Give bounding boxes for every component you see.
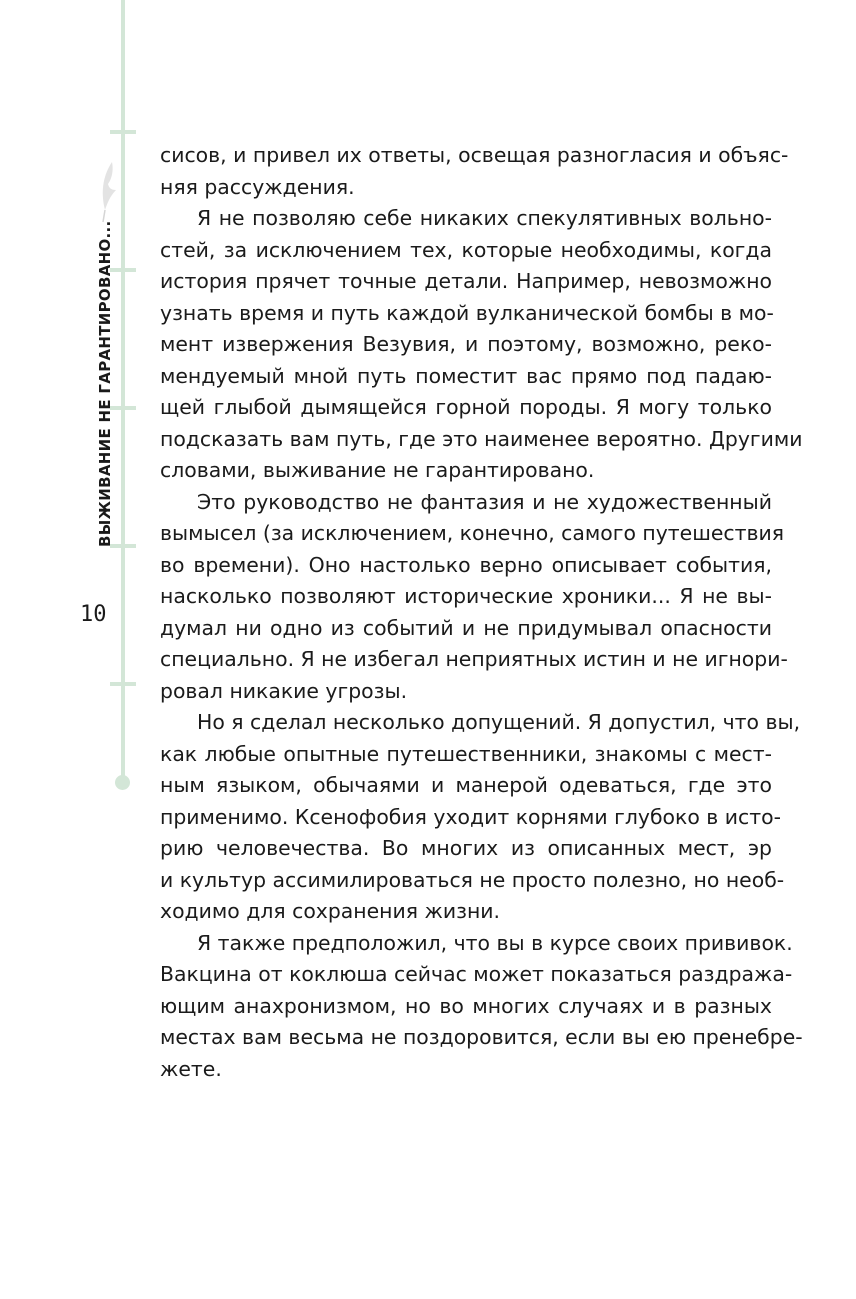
paragraph [160, 140, 789, 203]
timeline-tick [110, 682, 136, 686]
text-line: рию человечества. Во многих из описанных мест, эр [160, 836, 772, 860]
text-line: применимо. Ксенофобия уходит корнями глубоко в исто- [160, 804, 781, 829]
body-text [160, 140, 803, 1085]
text-line: ным языком, обычаями и манерой одеваться, где это [160, 773, 772, 797]
text-line: специально. Я не избегал неприятных истин и не игнори- [160, 647, 788, 671]
text-line: сисов, и привел их ответы, освещая разногласия и объяс- [160, 143, 789, 167]
text-line: Вакцина от коклюша сейчас может показаться раздража- [160, 962, 793, 986]
text-line: узнать время и путь каждой вулканической бомбы в мо- [160, 300, 774, 325]
paragraph [160, 203, 803, 487]
text-line: насколько позволяют исторические хроники... Я не вы- [160, 584, 772, 608]
paragraph [160, 928, 803, 1086]
text-line: Это руководство не фантазия и не художественный [197, 489, 772, 514]
text-line: жете. [160, 1056, 222, 1081]
text-line: Я также предположил, что вы в курсе своих прививок. [197, 930, 793, 955]
text-line: история прячет точные детали. Например, невозможно [160, 269, 772, 293]
timeline-tick [110, 130, 136, 134]
timeline-end-dot [115, 775, 130, 790]
text-line: словами, выживание не гарантировано. [160, 458, 595, 482]
text-line: и культур ассимилироваться не просто полезно, но необ- [160, 867, 785, 892]
text-line: мент извержения Везувия, и поэтому, возможно, реко- [160, 332, 772, 356]
text-line: Но я сделал несколько допущений. Я допустил, что вы, [197, 710, 801, 734]
timeline-line [121, 0, 125, 782]
paragraph [160, 487, 788, 708]
text-line: ющим анахронизмом, но во многих случаях и в разных [160, 993, 772, 1018]
text-line: местах вам весьма не поздоровится, если вы ею пренебре- [160, 1025, 803, 1049]
text-line: подсказать вам путь, где это наименее вероятно. Другими [160, 426, 803, 451]
text-line: вымысел (за исключением, конечно, самого путешествия [160, 521, 785, 545]
text-line: стей, за исключением тех, которые необходимы, когда [160, 237, 772, 262]
text-line: как любые опытные путешественники, знакомы с мест- [160, 741, 772, 766]
text-line: мендуемый мной путь поместит вас прямо под падаю- [160, 363, 772, 388]
text-line: ровал никакие угрозы. [160, 678, 408, 703]
text-line: Я не позволяю себе никаких спекулятивных вольно- [197, 206, 772, 230]
running-head: ВЫЖИВАНИЕ НЕ ГАРАНТИРОВАНО... [96, 220, 114, 547]
text-line: думал ни одно из событий и не придумывал опасности [160, 615, 772, 640]
text-line: во времени). Оно настолько верно описывает события, [160, 552, 772, 577]
text-line: щей глыбой дымящейся горной породы. Я могу только [160, 395, 772, 419]
page-number: 10 [80, 602, 107, 627]
text-line: няя рассуждения. [160, 174, 355, 199]
text-line: ходимо для сохранения жизни. [160, 899, 501, 923]
feather-icon [96, 160, 118, 224]
paragraph [160, 707, 801, 928]
